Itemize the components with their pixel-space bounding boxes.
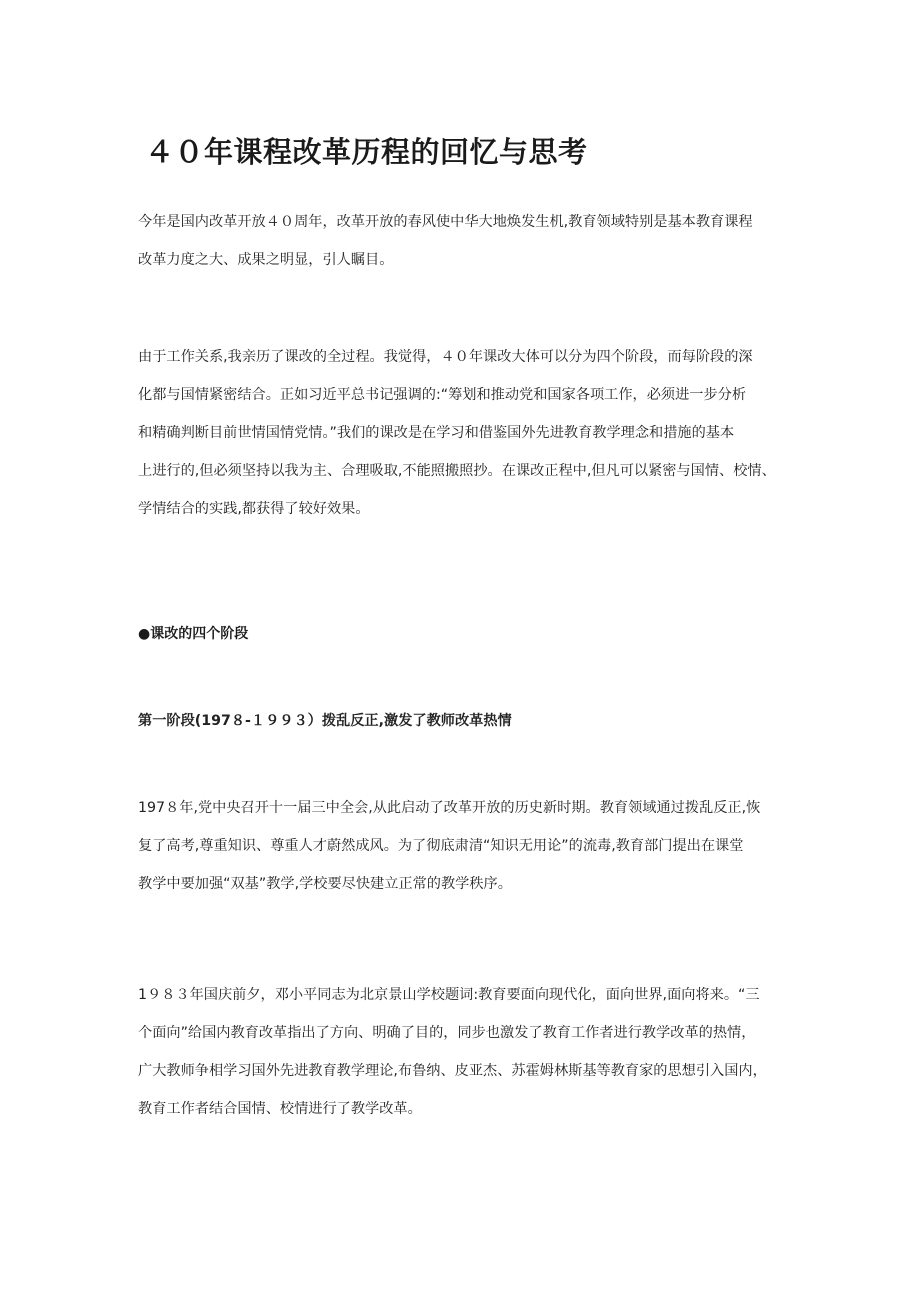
text-line: 广大教师争相学习国外先进教育教学理论,布鲁纳、皮亚杰、苏霍姆林斯基等教育家的思想引入国内， [138,1063,767,1079]
text-line: 今年是国内改革开放４０周年，改革开放的春风使中华大地焕发生机,教育领域特别是基本教育课程 [138,214,753,230]
context-paragraph [138,338,788,528]
text-line: 个面向”给国内教育改革指出了方向、明确了目的，同步也激发了教育工作者进行教学改革的热情， [138,1025,756,1041]
stage-1-paragraph-2 [138,976,788,1128]
text-line: 197８年,党中央召开十一届三中全会,从此启动了改革开放的历史新时期。教育领域通过拨乱反正,恢 [138,800,761,816]
text-line: 和精确判断目前世情国情党情。”我们的课改是在学习和借鉴国外先进教育教学理念和措施的基本 [138,425,735,441]
text-line: 上进行的,但必须坚持以我为主、合理吸取,不能照搬照抄。在课改正程中,但凡可以紧密与国情、校情、 [138,463,776,479]
text-line: 教育工作者结合国情、校情进行了教学改革。 [138,1101,422,1117]
text-line: 改革力度之大、成果之明显，引人瞩目。 [138,252,394,268]
text-line: 1９８３年国庆前夕，邓小平同志为北京景山学校题词:教育要面向现代化，面向世界,面向将来。“三 [138,987,760,1003]
section-heading: ●课改的四个阶段 [138,626,249,642]
text-line: 复了高考,尊重知识、尊重人才蔚然成风。为了彻底肃清“知识无用论”的流毒,教育部门提出在课堂 [138,838,744,854]
text-line: 学情结合的实践,都获得了较好效果。 [138,501,370,517]
document-title: ４０年课程改革历程的回忆与思考 [145,135,588,169]
stage-1-paragraph-1 [138,789,788,903]
stage-1-heading: 第一阶段(197８-１９９３）拨乱反正,激发了教师改革热情 [138,713,512,729]
text-line: 由于工作关系,我亲历了课改的全过程。我觉得，４０年课改大体可以分为四个阶段，而每阶段的深 [138,349,753,365]
text-line: 教学中要加强“双基”教学,学校要尽快建立正常的教学秩序。 [138,876,512,892]
intro-paragraph [138,203,788,279]
text-line: 化都与国情紧密结合。正如习近平总书记强调的:“筹划和推动党和国家各项工作，必须进一步分析 [138,387,747,403]
